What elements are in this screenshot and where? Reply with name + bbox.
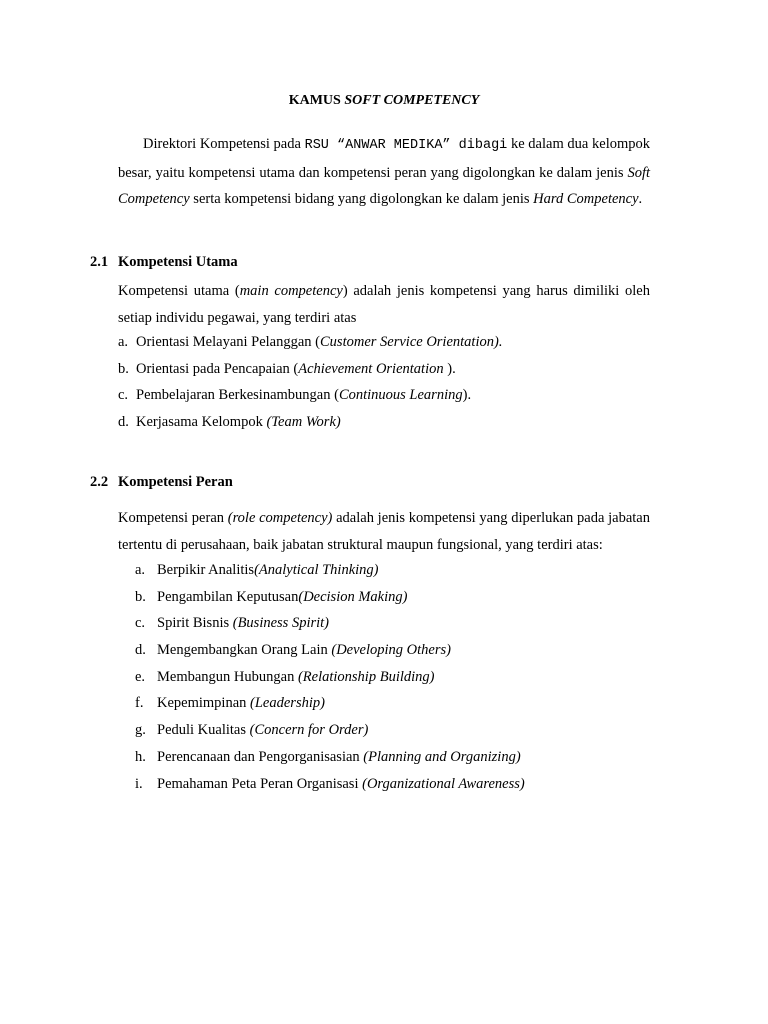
list-marker: c. bbox=[135, 615, 146, 631]
intro-text-4: . bbox=[638, 191, 643, 207]
list-item-text: Pengambilan Keputusan(Decision Making) bbox=[157, 589, 408, 605]
intro-text-2: ke dalam dua kelompok besar, yaitu kompetensi utama dan kompetensi peran yang digolongkan ke dalam jenis bbox=[118, 136, 650, 181]
list-item-text: Peduli Kualitas (Concern for Order) bbox=[157, 722, 369, 738]
desc-text: Kompetensi utama ( bbox=[118, 283, 240, 299]
intro-text-1: Direktori Kompetensi pada bbox=[143, 136, 305, 152]
list-item bbox=[135, 776, 635, 796]
list-item bbox=[118, 361, 638, 381]
desc-text: adalah jenis kompetensi yang diperlukan pada jabatan tertentu di perusahaan, baik jabatan struktural maupun fungsional, yang terdiri atas: bbox=[118, 510, 650, 553]
list-item bbox=[118, 414, 638, 434]
list-marker: d. bbox=[135, 642, 146, 658]
list-item-text: Perencanaan dan Pengorganisasian (Planning and Organizing) bbox=[157, 749, 521, 765]
list-item-text: Orientasi Melayani Pelanggan (Customer Service Orientation). bbox=[136, 334, 503, 350]
section-heading-2-1 bbox=[90, 254, 390, 274]
list-marker: c. bbox=[118, 387, 129, 403]
list-item bbox=[135, 642, 635, 662]
section-heading-2-2 bbox=[90, 474, 390, 494]
section-2-2-description bbox=[118, 505, 650, 558]
title-italic: SOFT COMPETENCY bbox=[344, 93, 480, 108]
list-item bbox=[135, 695, 635, 715]
list-item-text: Pembelajaran Berkesinambungan (Continuous Learning). bbox=[136, 387, 472, 403]
section-number: 2.2 bbox=[90, 474, 109, 490]
intro-hard-term: Hard Competency bbox=[533, 191, 639, 207]
desc-text: Kompetensi peran bbox=[118, 510, 228, 526]
list-item bbox=[118, 334, 638, 354]
list-item-text: Kepemimpinan (Leadership) bbox=[157, 695, 325, 711]
list-item bbox=[135, 749, 635, 769]
list-item bbox=[135, 722, 635, 742]
list-marker: d. bbox=[118, 414, 129, 430]
section-2-1-description bbox=[118, 278, 650, 331]
list-item-text: Mengembangkan Orang Lain (Developing Others) bbox=[157, 642, 451, 658]
list-marker: b. bbox=[135, 589, 146, 605]
list-item-text: Pemahaman Peta Peran Organisasi (Organizational Awareness) bbox=[157, 776, 525, 792]
desc-term: main competency bbox=[239, 283, 343, 299]
document-title bbox=[0, 93, 768, 109]
desc-text: ) adalah jenis kompetensi yang harus dimiliki oleh setiap individu pegawai, yang terdiri atas bbox=[118, 283, 650, 326]
list-marker: b. bbox=[118, 361, 129, 377]
list-marker: f. bbox=[135, 695, 144, 711]
desc-term: (role competency) bbox=[227, 510, 333, 526]
title-plain: KAMUS bbox=[288, 93, 345, 108]
list-item bbox=[135, 669, 635, 689]
intro-text-3: serta kompetensi bidang yang digolongkan ke dalam jenis bbox=[189, 191, 534, 207]
list-item-text: Membangun Hubungan (Relationship Building) bbox=[157, 669, 435, 685]
section-number: 2.1 bbox=[90, 254, 109, 270]
intro-soft-term: Soft Competency bbox=[118, 164, 650, 207]
list-item bbox=[135, 562, 635, 582]
list-item-text: Spirit Bisnis (Business Spirit) bbox=[157, 615, 330, 631]
list-item-text: Orientasi pada Pencapaian (Achievement Orientation ). bbox=[136, 361, 456, 377]
list-marker: e. bbox=[135, 669, 146, 685]
section-title: Kompetensi Utama bbox=[118, 254, 238, 270]
intro-paragraph bbox=[118, 131, 650, 213]
list-item bbox=[135, 615, 635, 635]
section-title: Kompetensi Peran bbox=[118, 474, 233, 490]
intro-organization: RSU “ANWAR MEDIKA” dibagi bbox=[304, 138, 508, 153]
list-item-text: Berpikir Analitis(Analytical Thinking) bbox=[157, 562, 379, 578]
list-item bbox=[135, 589, 635, 609]
list-marker: i. bbox=[135, 776, 143, 792]
list-marker: h. bbox=[135, 749, 146, 765]
list-item bbox=[118, 387, 638, 407]
list-marker: g. bbox=[135, 722, 146, 738]
list-item-text: Kerjasama Kelompok (Team Work) bbox=[136, 414, 341, 430]
list-marker: a. bbox=[135, 562, 146, 578]
list-marker: a. bbox=[118, 334, 129, 350]
